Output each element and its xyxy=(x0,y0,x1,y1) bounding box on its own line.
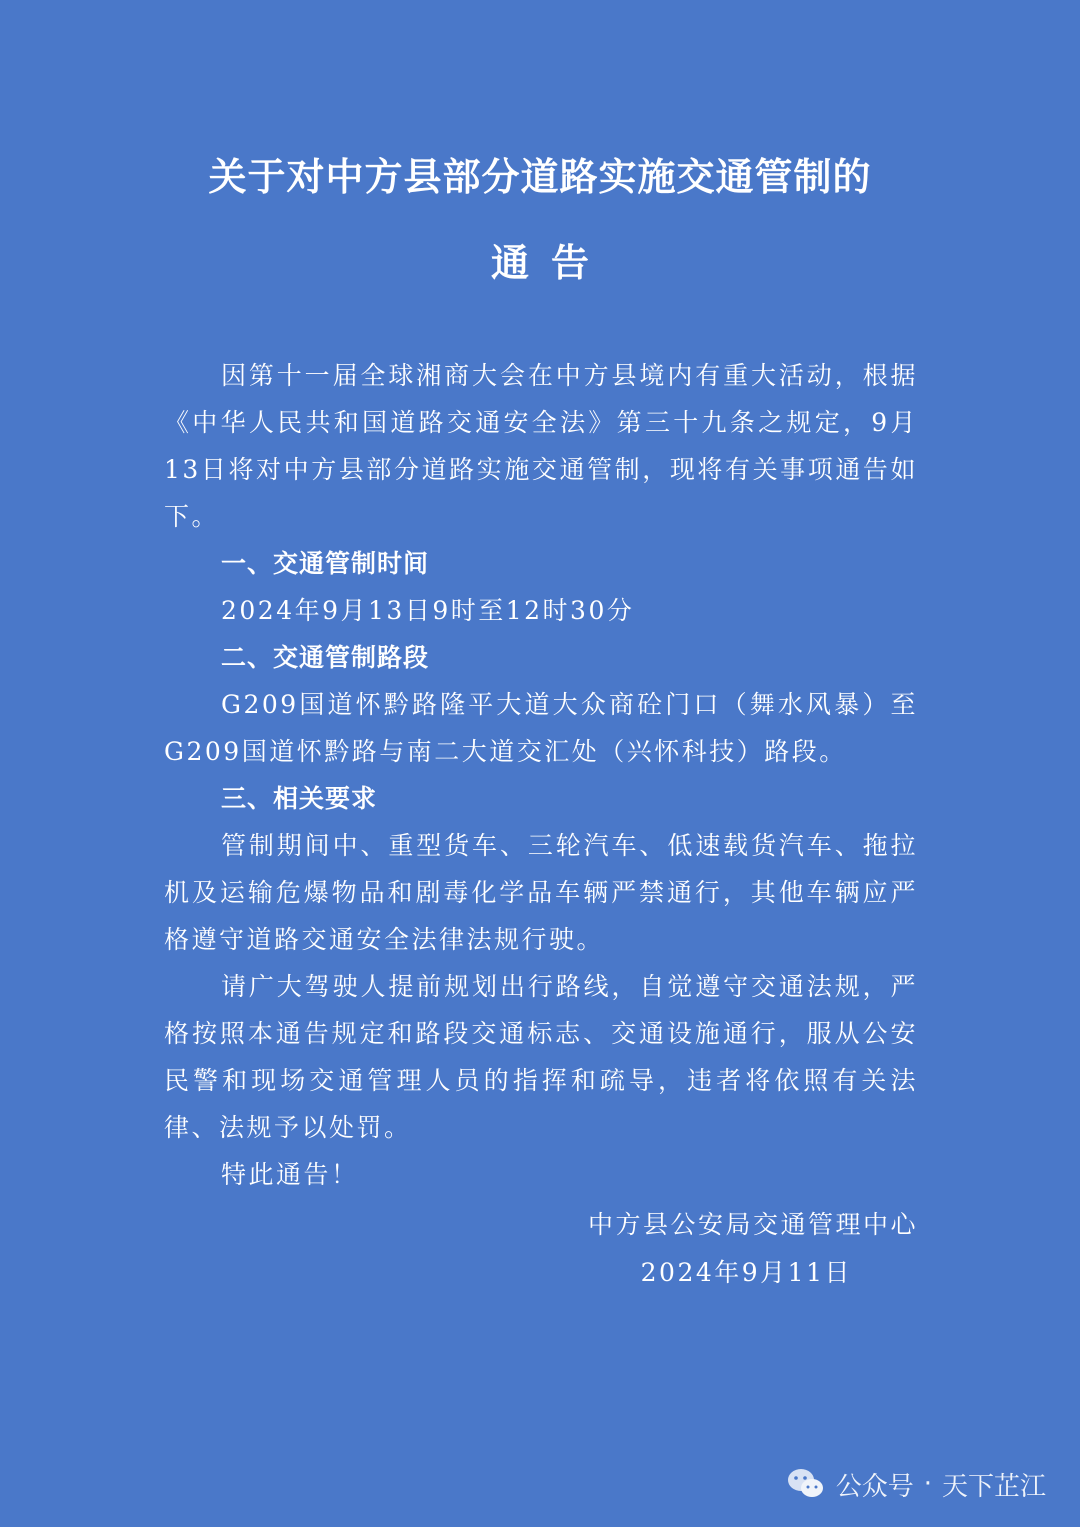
watermark-account: 天下芷江 xyxy=(941,1471,1046,1502)
wechat-watermark xyxy=(786,1462,1046,1506)
intro-paragraph: 因第十一届全球湘商大会在中方县境内有重大活动，根据《中华人民共和国道路交通安全法》第三十九条之规定，9月13日将对中方县部分道路实施交通管制，现将有关事项通告如下。 xyxy=(164,361,918,531)
notice-title: 关于对中方县部分道路实施交通管制的 xyxy=(208,155,872,199)
wechat-icon xyxy=(786,1467,826,1501)
closing-text: 特此通告！ xyxy=(221,1160,359,1189)
signature-date: 2024年9月11日 xyxy=(640,1258,852,1287)
watermark-prefix: 公众号 xyxy=(835,1471,914,1502)
section-heading-requirements: 三、相关要求 xyxy=(221,784,378,813)
signature-org: 中方县公安局交通管理中心 xyxy=(587,1210,918,1239)
notice-title-sub: 通告 xyxy=(490,241,611,285)
section-text-time: 2024年9月13日9时至12时30分 xyxy=(221,596,635,625)
section-heading-time: 一、交通管制时间 xyxy=(221,549,430,578)
section-heading-road: 二、交通管制路段 xyxy=(221,643,430,672)
notice-body xyxy=(164,352,918,1198)
section-text-requirements-1: 管制期间中、重型货车、三轮汽车、低速载货汽车、拖拉机及运输危爆物品和剧毒化学品车辆严禁通行，其他车辆应严格遵守道路交通安全法律法规行驶。 xyxy=(164,831,918,954)
section-text-road: G209国道怀黔路隆平大道大众商砼门口（舞水风暴）至G209国道怀黔路与南二大道交汇处（兴怀科技）路段。 xyxy=(164,690,918,766)
section-text-requirements-2: 请广大驾驶人提前规划出行路线，自觉遵守交通法规，严格按照本通告规定和路段交通标志、交通设施通行，服从公安民警和现场交通管理人员的指挥和疏导，违者将依照有关法律、法规予以处罚。 xyxy=(164,972,918,1142)
watermark-separator: · xyxy=(923,1469,932,1499)
